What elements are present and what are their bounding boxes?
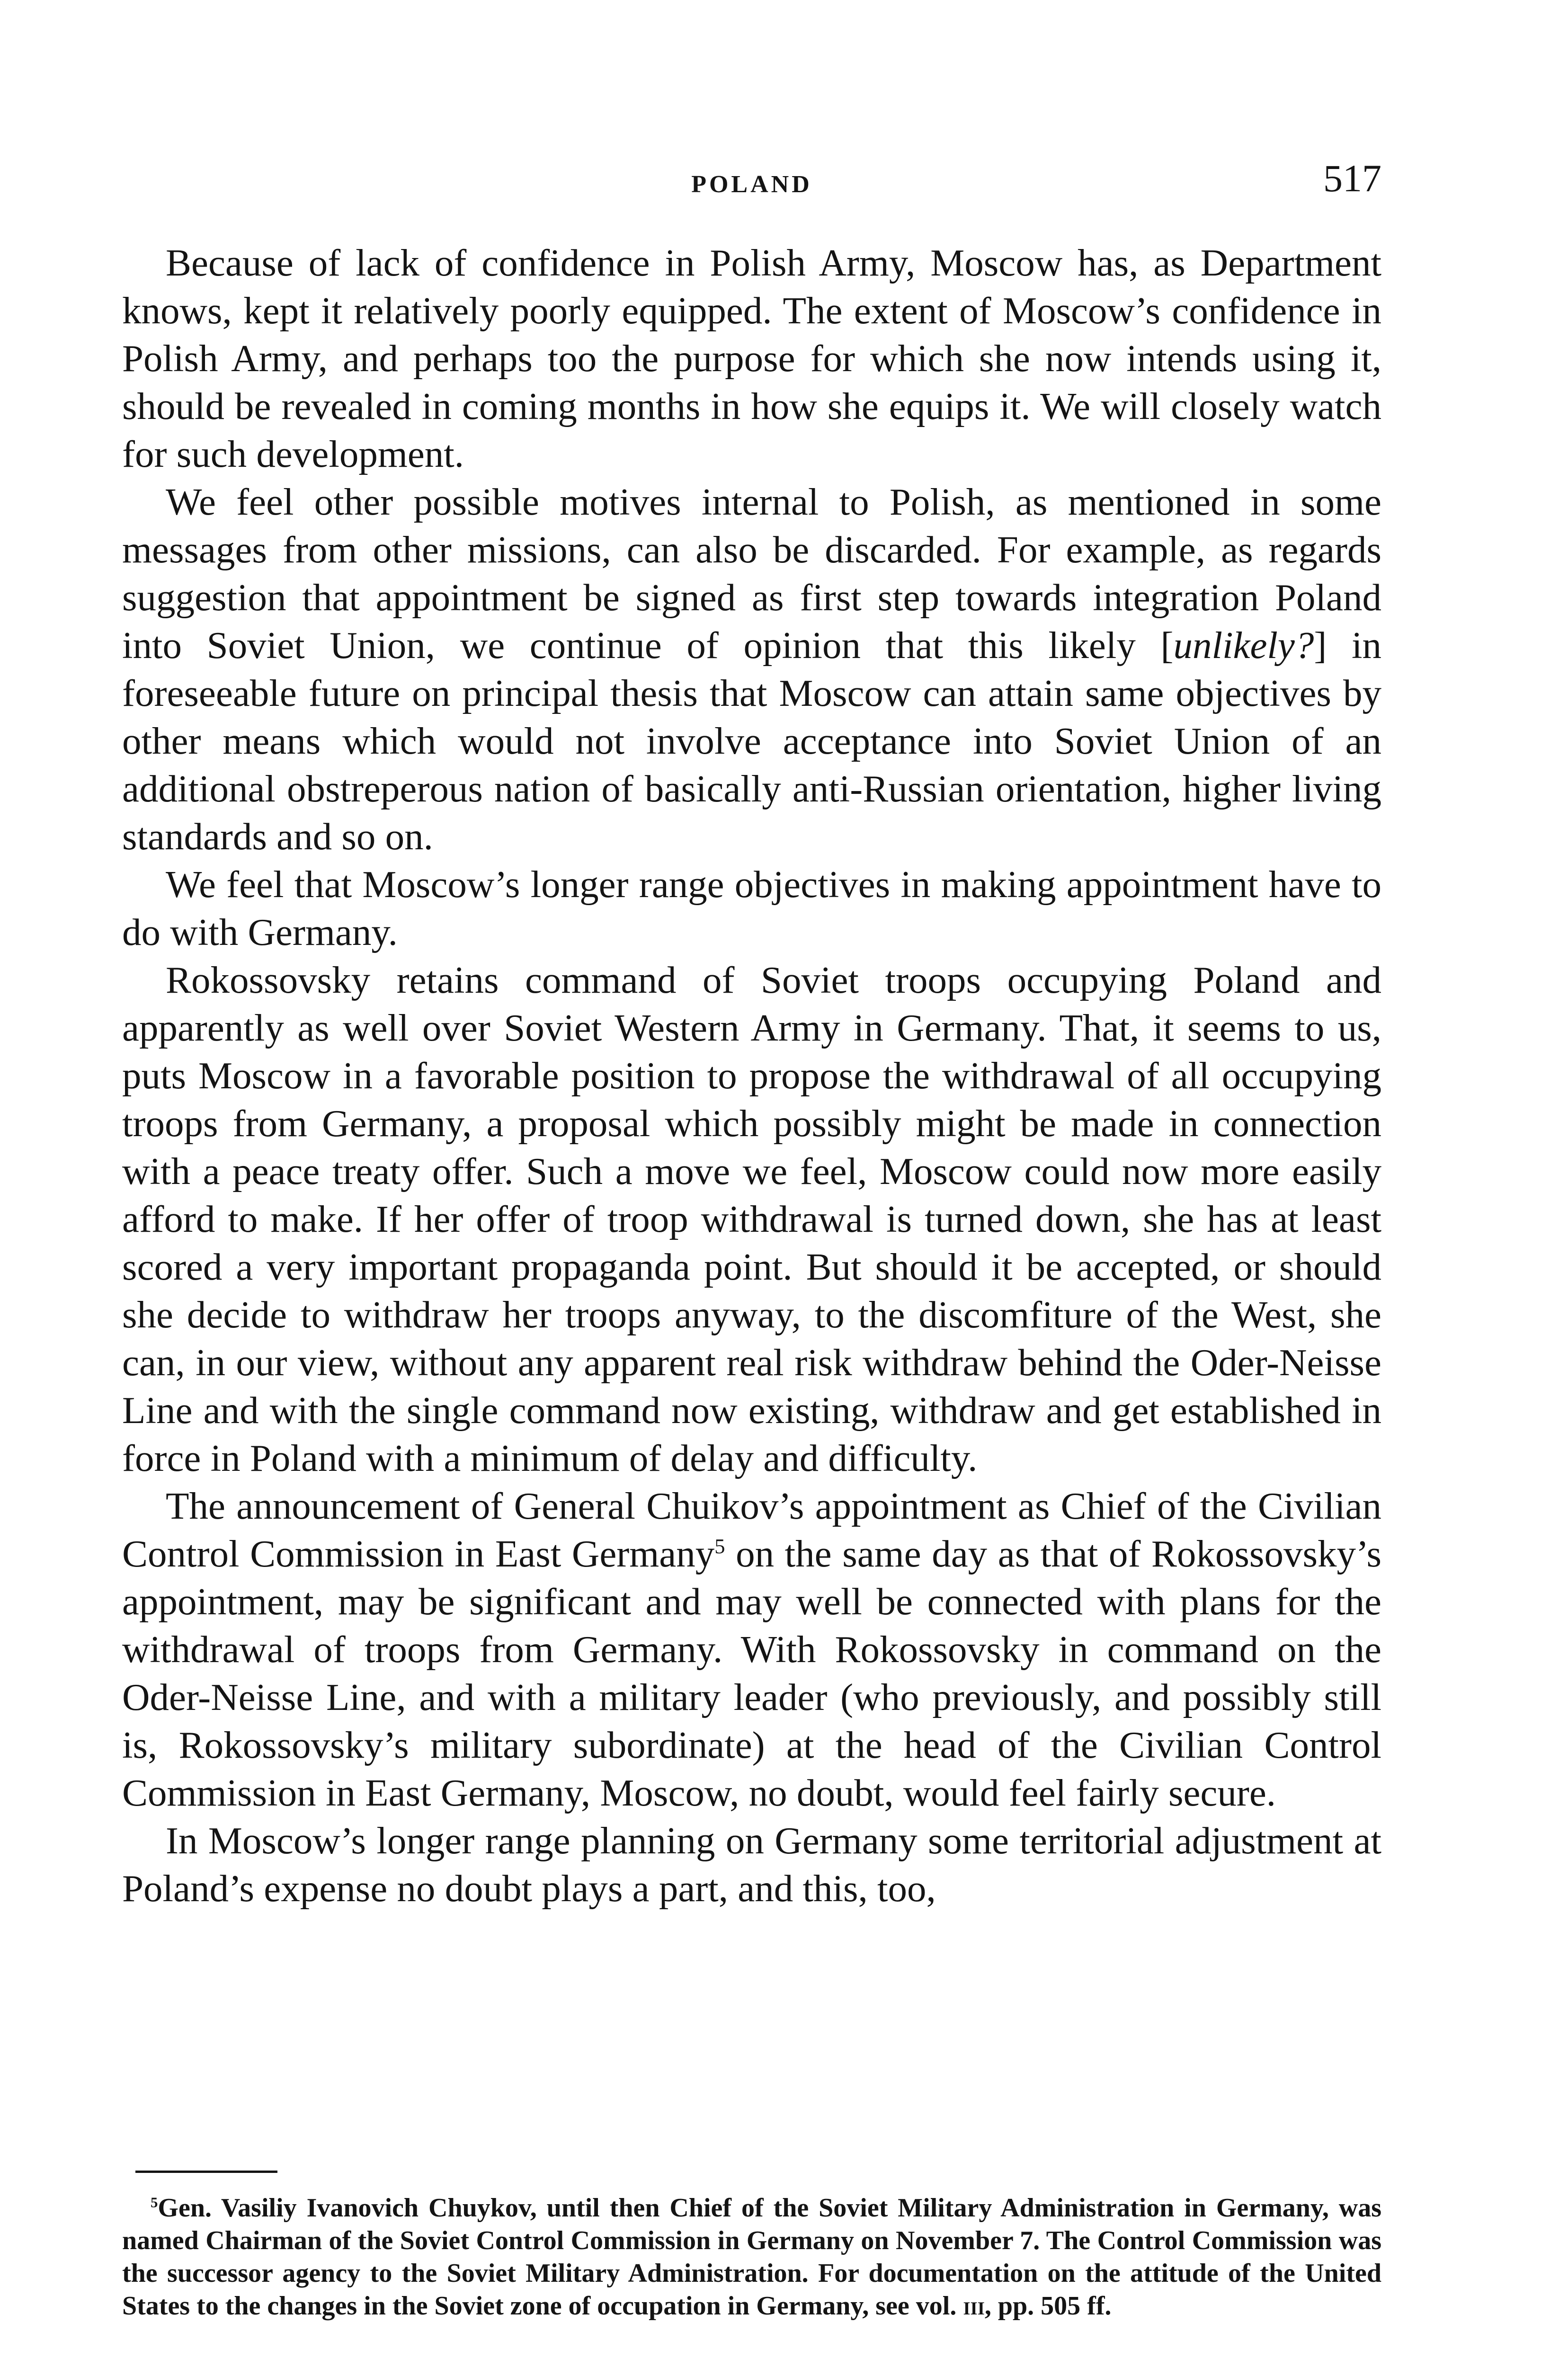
footnote-marker: 5 — [151, 2194, 158, 2211]
footnote-reference[interactable]: 5 — [714, 1534, 725, 1558]
footnote-text-before: Gen. Vasiliy Ivanovich Chuykov, until then Chief of the Soviet Military Administration in Germany, was named Chairman of the Soviet Control Commission in Germany on November 7. The Control Commission was the successor agency to the Soviet Military Administration. For documentation on the attitude of the United States to the changes in the Soviet zone of occupation in Germany, see vol. — [122, 2193, 1381, 2321]
editorial-insertion: unlikely? — [1173, 624, 1314, 667]
running-head: POLAND — [691, 171, 812, 198]
paragraph-2 — [122, 478, 1381, 861]
paragraph-5-text-before: The announcement of General Chuikov’s appointment as Chief of the Civilian Control Commission in East Germany — [122, 1485, 1381, 1575]
paragraph-4: Rokossovsky retains command of Soviet troops occupying Poland and apparently as well over Soviet Western Army in Germany. That, it seems to us, puts Moscow in a favorable position to propose the withdrawal of all occupying troops from Germany, a proposal which possibly might be made in connection with a peace treaty offer. Such a move we feel, Moscow could now more easily afford to make. If her offer of troop withdrawal is turned down, she has at least scored a very important propaganda point. But should it be accepted, or should she decide to withdraw her troops anyway, to the discomfiture of the West, she can, in our view, without any apparent real risk withdraw behind the Oder-Neisse Line and with the single command now existing, withdraw and get established in force in Poland with a minimum of delay and difficulty. — [122, 959, 1381, 1479]
body-text — [122, 239, 1381, 1913]
page-header — [122, 156, 1381, 213]
footnotes — [122, 2192, 1381, 2323]
paragraph-5-text-after: on the same day as that of Rokossovsky’s appointment, may be significant and may well be connected with plans for the withdrawal of troops from Germany. With Rokossovsky in command on the Oder-Neisse Line, and with a military leader (who previously, and possibly still is, Rokossovsky’s military subordinate) at the head of the Civilian Control Commission in East Germany, Moscow, no doubt, would feel fairly secure. — [122, 1532, 1381, 1814]
footnote-text-after: , pp. 505 ff. — [984, 2291, 1112, 2321]
footnote-5 — [122, 2192, 1381, 2323]
footnote-volume: iii — [963, 2291, 985, 2321]
paragraph-1: Because of lack of confidence in Polish Army, Moscow has, as Department knows, kept it relatively poorly equipped. The extent of Moscow’s confidence in Polish Army, and perhaps too the purpose for which she now intends using it, should be revealed in coming months in how she equips it. We will closely watch for such development. — [122, 241, 1381, 475]
footnote-divider — [135, 2171, 277, 2173]
paragraph-5 — [122, 1482, 1381, 1817]
paragraph-2-text-after: ] in foreseeable future on principal thesis that Moscow can attain same objectives by other means which would not involve acceptance into Soviet Union of an additional obstreperous nation of basically anti-Russian orientation, higher living standards and so on. — [122, 624, 1381, 858]
page-number: 517 — [1323, 157, 1381, 200]
paragraph-2-text-before: We feel other possible motives internal to Polish, as mentioned in some messages from other missions, can also be discarded. For example, as regards suggestion that appointment be signed as first step towards integration Poland into Soviet Union, we continue of opinion that this likely [ — [122, 481, 1381, 667]
paragraph-6: In Moscow’s longer range planning on Germany some territorial adjustment at Poland’s expense no doubt plays a part, and this, too, — [122, 1819, 1381, 1910]
paragraph-3: We feel that Moscow’s longer range objectives in making appointment have to do with Germany. — [122, 863, 1381, 953]
